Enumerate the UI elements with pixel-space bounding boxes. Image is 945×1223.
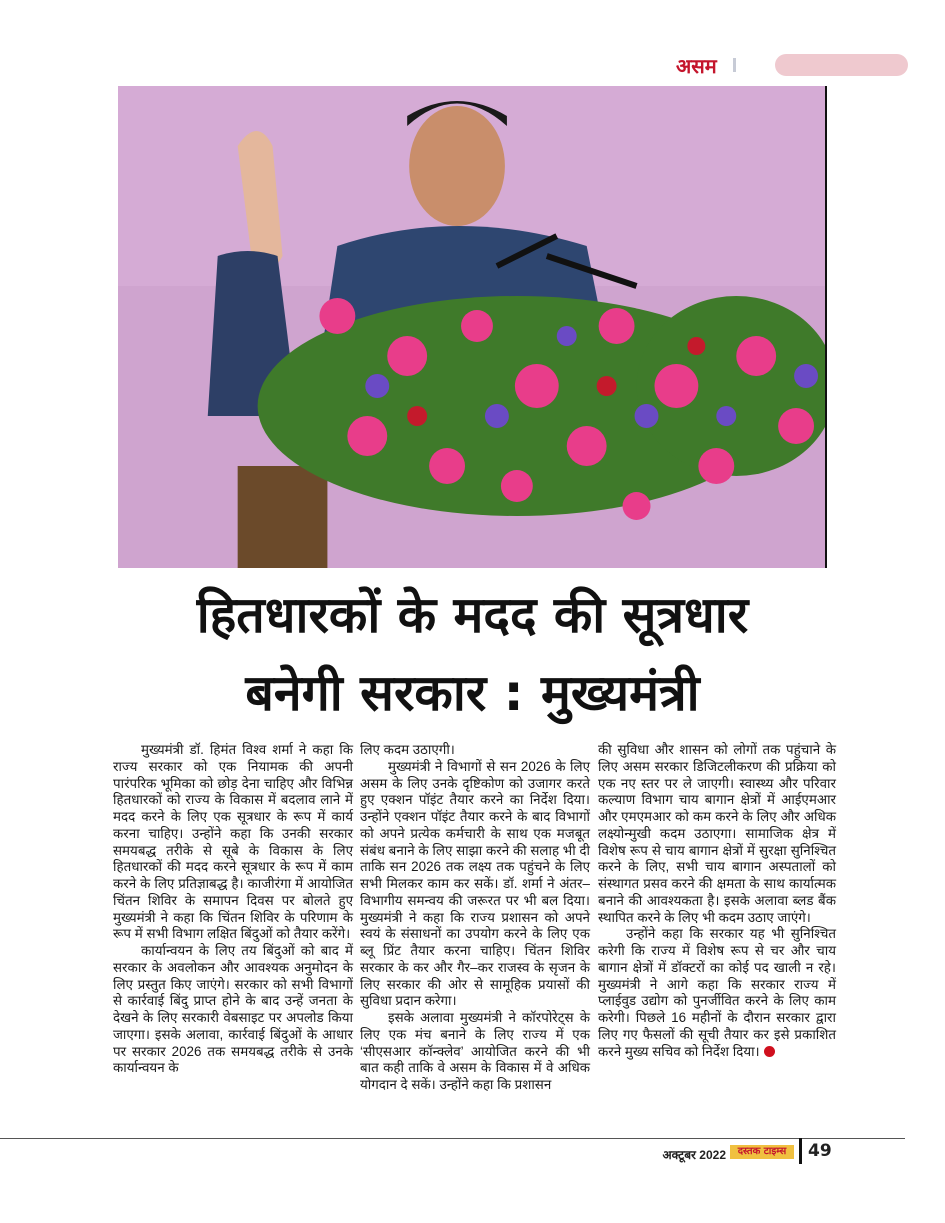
paragraph: कार्यान्वयन के लिए तय बिंदुओं को बाद में सरकार के अवलोकन और आवश्यक अनुमोदन के लिए प्रस्तुत किए जाएंगे। सरकार को सभी विभागों से कार्रवाई बिंदु प्राप्त होने के बाद उन्हें जनता के देखने के लिए सरकारी वेबसाइट पर अपलोड किया जाएगा। इसके अलावा, कार्रवाई बिंदुओं के आधार पर सरकार 2026 तक समयबद्ध तरीके से उनके कार्यान्वयन के [113,943,353,1076]
headline-line-2: बनेगी सरकार : मुख्यमंत्री [245,664,700,722]
paragraph [598,926,836,1060]
section-label: असम [676,54,717,78]
article-column-3 [598,742,836,1060]
paragraph: मुख्यमंत्री ने विभागों से सन 2026 के लिए असम के लिए उनके दृष्टिकोण को उजागर करते हुए एक्शन पॉइंट तैयार करने का निर्देश दिया। उन्होंने एक्शन पॉइंट तैयार करने के बाद विभागों को अपने प्रत्येक कर्मचारी के साथ एक मजबूत संबंध बनाने के लिए साझा करने की सलाह भी दी ताकि सन 2026 तक लक्ष्य तक पहुंचने के लिए सभी मिलकर काम कर सकें। डॉ. शर्मा ने अंतर–विभागीय समन्वय की जरूरत पर भी बल दिया। मुख्यमंत्री ने कहा कि राज्य प्रशासन को अपने स्वयं के संसाधनों का उपयोग करने के लिए एक ब्लू प्रिंट तैयार करना चाहिए। चिंतन शिविर सरकार के कर और गैर–कर राजस्व के सृजन के लिए सरकार की ओर से सामूहिक प्रयासों की सुविधा प्रदान करेगा। [360,758,590,1009]
paragraph: मुख्यमंत्री डॉ. हिमंत विश्व शर्मा ने कहा कि राज्य सरकार को एक नियामक की अपनी पारंपरिक भूमिका को छोड़ देना चाहिए और विभिन्न हितधारकों को राज्य के विकास में बदलाव लाने में मदद करने के लिए एक सूत्रधार के रूप में कार्य करना चाहिए। उन्होंने कहा कि उनकी सरकार समयबद्ध तरीके से सूबे के विकास के लिए हितधारकों की मदद करने सूत्रधार के रूप में काम करने के लिए प्रतिज्ञाबद्ध है। काजीरंगा में आयोजित चिंतन शिविर के समापन दिवस पर बोलते हुए मुख्यमंत्री ने कहा कि चिंतन शिविर के परिणाम के रूप में सभी विभाग लक्षित बिंदुओं को तैयार करेंगे। [113,742,353,942]
article-column-2 [360,742,590,1094]
paragraph: लिए कदम उठाएगी। [360,742,455,757]
photo-illustration [118,86,825,568]
paragraph-text: उन्होंने कहा कि सरकार यह भी सुनिश्चित करेगी कि राज्य में विशेष रूप से चर और चाय बागान क्षेत्रों में डॉक्टरों का कोई पद खाली न रहे। मुख्यमंत्री ने आगे कहा कि सरकार राज्य में प्लाईवुड उद्योग को पुनर्जीवित करने के लिए काम करेगी। पिछले 16 महीनों के दौरान सरकार द्वारा लिए गए फैसलों की सूची तैयार कर इसे प्रकाशित करने मुख्य सचिव को निर्देश दिया। [598,926,836,1059]
article-column-1 [113,742,353,1077]
headline-line-1: हितधारकों के मदद की सूत्रधार [196,586,749,644]
footer-rule [0,1138,905,1139]
header-pill [775,54,908,76]
paragraph: इसके अलावा मुख्यमंत्री ने कॉरपोरेट्स के लिए एक मंच बनाने के लिए राज्य में एक ‘सीएसआर कॉन्क्लेव’ आयोजित करने की भी बात कही ताकि वे असम के विकास में वे अधिक योगदान दे सकें। उन्होंने कहा कि प्रशासन [360,1010,590,1092]
issue-date: अक्टूबर 2022 [662,1148,726,1162]
divider [733,58,736,72]
paragraph: की सुविधा और शासन को लोगों तक पहुंचाने के लिए असम सरकार डिजिटलीकरण की प्रक्रिया को एक नए स्तर पर ले जाएगी। स्वास्थ्य और परिवार कल्याण विभाग चाय बागान क्षेत्रों में आईएमआर और एमएमआर को कम करने के लिए और अधिक लक्ष्योन्मुखी कदम उठाएगा। सामाजिक क्षेत्र में विशेष रूप से चाय बागान क्षेत्रों में सुरक्षा सुनिश्चित करने के लिए, सभी चाय बागान अस्पतालों को संस्थागत प्रसव करने की क्षमता के साथ कार्यात्मक बनाने की आवश्यकता है। इसके अलावा ब्लड बैंक स्थापित करने के लिए भी कदम उठाए जाएंगे। [598,742,836,925]
divider [799,1138,802,1164]
magazine-logo: दस्तक टाइम्स [730,1145,794,1159]
end-mark-icon [764,1046,775,1057]
article-photo [118,86,827,568]
page-number: 49 [808,1141,832,1161]
